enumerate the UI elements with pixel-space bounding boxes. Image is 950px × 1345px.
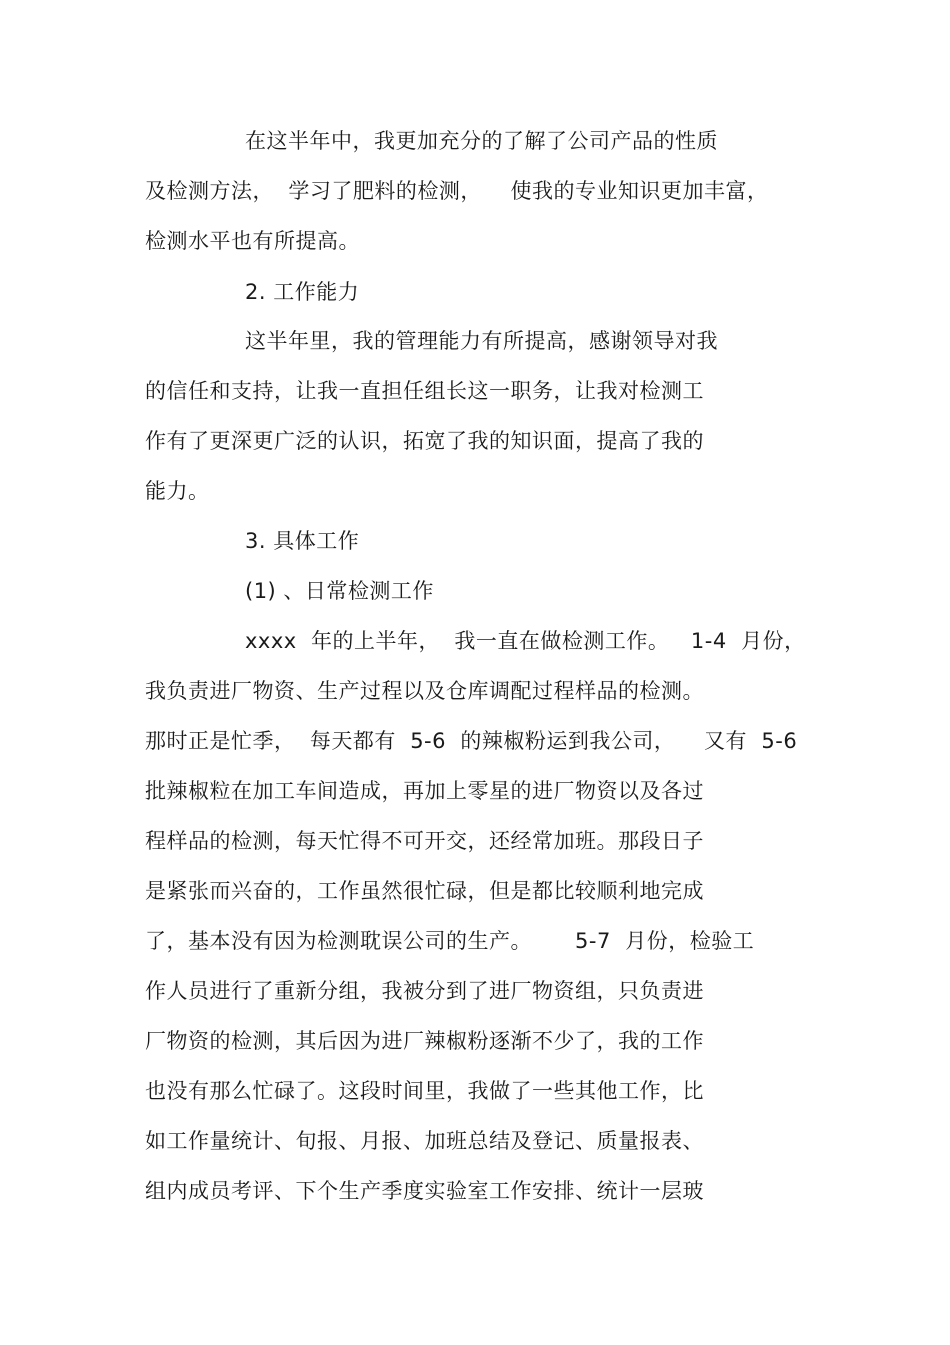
paragraph-line: 作有了更深更广泛的认识，拓宽了我的知识面，提高了我的 <box>145 429 704 453</box>
paragraph-line: 那时正是忙季， 每天都有 5-6 的辣椒粉运到我公司， 又有 5-6 <box>145 729 798 753</box>
section-heading: 3. 具体工作 <box>245 529 360 553</box>
paragraph-line: 的信任和支持，让我一直担任组长这一职务，让我对检测工 <box>145 379 704 403</box>
subsection-heading: (1) 、日常检测工作 <box>245 579 434 603</box>
paragraph-line: xxxx 年的上半年， 我一直在做检测工作。 1-4 月份， <box>245 629 806 653</box>
paragraph-line: 厂物资的检测，其后因为进厂辣椒粉逐渐不少了，我的工作 <box>145 1029 704 1053</box>
paragraph-line: 是紧张而兴奋的，工作虽然很忙碌，但是都比较顺利地完成 <box>145 879 704 903</box>
paragraph-line: 能力。 <box>145 479 210 503</box>
paragraph-line: 作人员进行了重新分组，我被分到了进厂物资组，只负责进 <box>145 979 704 1003</box>
paragraph-line: 批辣椒粒在加工车间造成，再加上零星的进厂物资以及各过 <box>145 779 704 803</box>
paragraph-line: 及检测方法， 学习了肥料的检测， 使我的专业知识更加丰富， <box>145 179 769 203</box>
paragraph-line: 检测水平也有所提高。 <box>145 229 360 253</box>
paragraph-line: 我负责进厂物资、生产过程以及仓库调配过程样品的检测。 <box>145 679 704 703</box>
paragraph-line: 如工作量统计、旬报、月报、加班总结及登记、质量报表、 <box>145 1129 704 1153</box>
paragraph-line: 组内成员考评、下个生产季度实验室工作安排、统计一层玻 <box>145 1179 704 1203</box>
paragraph-line: 在这半年中，我更加充分的了解了公司产品的性质 <box>245 129 718 153</box>
paragraph-line: 程样品的检测，每天忙得不可开交，还经常加班。那段日子 <box>145 829 704 853</box>
paragraph-line: 这半年里，我的管理能力有所提高，感谢领导对我 <box>245 329 718 353</box>
paragraph-line: 也没有那么忙碌了。这段时间里，我做了一些其他工作，比 <box>145 1079 704 1103</box>
section-heading: 2. 工作能力 <box>245 280 360 304</box>
paragraph-line: 了，基本没有因为检测耽误公司的生产。 5-7 月份，检验工 <box>145 929 755 953</box>
